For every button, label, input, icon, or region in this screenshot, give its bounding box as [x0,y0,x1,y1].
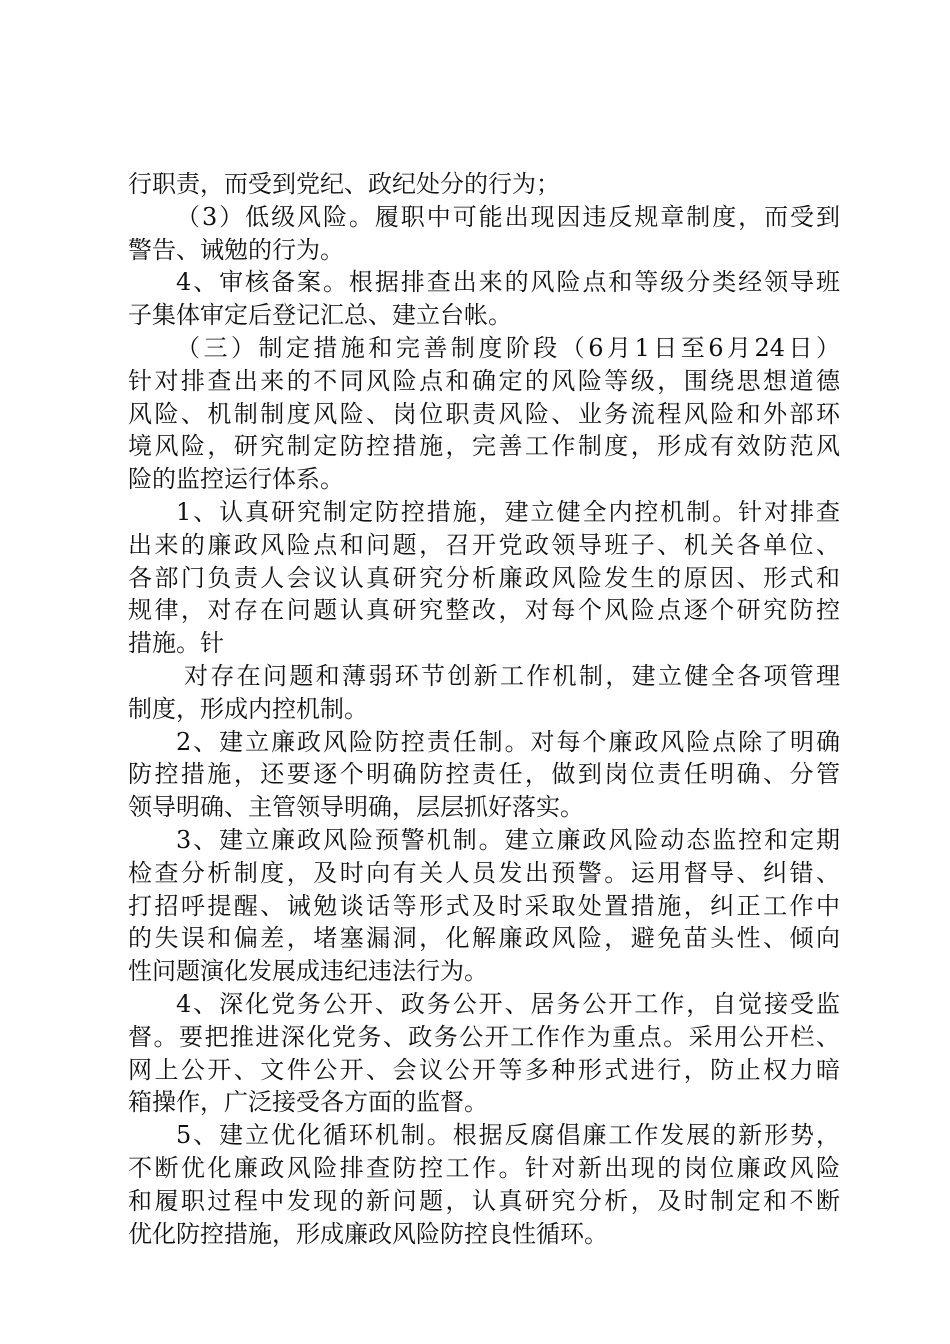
text-line: 1、认真研究制定防控措施，建立健全内控机制。针对排查 [176,497,840,526]
text-line: 4、审核备案。根据排查出来的风险点和等级分类经领导班 [176,268,840,297]
text-line: 规律，对存在问题认真研究整改，对每个风险点逐个研究防控 [128,596,840,625]
text-line: 打招呼提醒、诫勉谈话等形式及时采取处置措施，纠正工作中 [128,891,840,920]
text-line: 措施。针 [128,629,224,658]
text-line: 境风险，研究制定防控措施，完善工作制度，形成有效防范风 [128,432,840,461]
text-line: 5、建立优化循环机制。根据反腐倡廉工作发展的新形势， [176,1121,840,1150]
text-line: 防控措施，还要逐个明确防控责任，做到岗位责任明确、分管 [128,760,840,789]
text-line: 行职责，而受到党纪、政纪处分的行为； [128,170,560,198]
text-line: 箱操作，广泛接受各方面的监督。 [128,1088,488,1117]
text-line: 3、建立廉政风险预警机制。建立廉政风险动态监控和定期 [176,825,840,854]
text-line: 2、建立廉政风险防控责任制。对每个廉政风险点除了明确 [176,727,840,756]
document-body [128,168,840,1250]
text-line: （三）制定措施和完善制度阶段（6月1日至6月24日） [176,333,840,362]
text-line: 督。要把推进深化党务、政务公开工作作为重点。采用公开栏、 [128,1022,840,1051]
text-line: 各部门负责人会议认真研究分析廉政风险发生的原因、形式和 [128,563,840,592]
text-line: 制度，形成内控机制。 [128,694,368,723]
text-line: 针对排查出来的不同风险点和确定的风险等级，围绕思想道德 [128,366,840,395]
text-line: 险的监控运行体系。 [128,465,344,494]
text-line: 优化防控措施，形成廉政风险防控良性循环。 [128,1219,608,1248]
text-line: 网上公开、文件公开、会议公开等多种形式进行，防止权力暗 [128,1055,840,1084]
text-line: 对存在问题和薄弱环节创新工作机制，建立健全各项管理 [184,661,840,690]
text-line: 性问题演化发展成违纪违法行为。 [128,957,488,986]
text-line: 4、深化党务公开、政务公开、居务公开工作，自觉接受监 [176,989,840,1018]
text-line: 检查分析制度，及时向有关人员发出预警。运用督导、纠错、 [128,858,840,887]
text-line: 风险、机制制度风险、岗位职责风险、业务流程风险和外部环 [128,399,840,428]
text-line: 警告、诫勉的行为。 [128,235,344,264]
text-line: 子集体审定后登记汇总、建立台帐。 [128,301,512,330]
text-line: 和履职过程中发现的新问题，认真研究分析，及时制定和不断 [128,1186,840,1215]
text-line: 出来的廉政风险点和问题，召开党政领导班子、机关各单位、 [128,530,840,559]
text-line: （3）低级风险。履职中可能出现因违反规章制度，而受到 [176,202,840,231]
text-line: 的失误和偏差，堵塞漏洞，化解廉政风险，避免苗头性、倾向 [128,924,840,953]
text-line: 领导明确、主管领导明确，层层抓好落实。 [128,793,584,822]
text-line: 不断优化廉政风险排查防控工作。针对新出现的岗位廉政风险 [128,1153,840,1182]
